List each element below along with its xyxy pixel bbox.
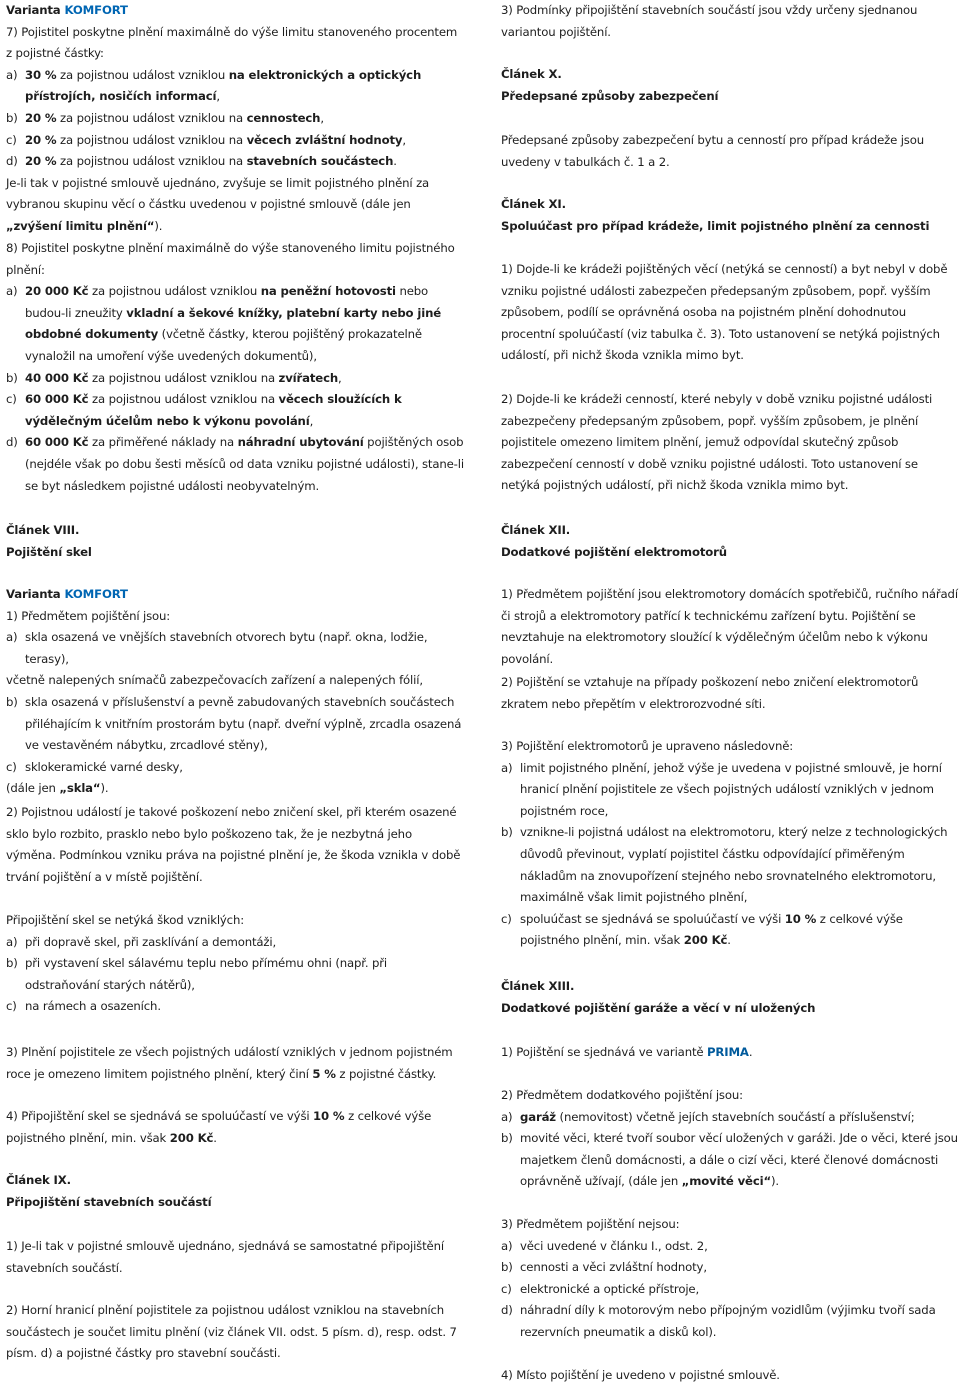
list-item — [6, 151, 464, 173]
list-item-text — [520, 822, 958, 908]
list-item-text — [25, 389, 464, 432]
text-block — [501, 1214, 958, 1344]
paragraph — [501, 259, 958, 367]
paragraph — [6, 542, 464, 564]
text-run: 1) Je-li tak v pojistné smlouvě ujednáno, sjednává se samostatné připojištění stavebních součástí. — [6, 1239, 444, 1275]
text-block — [501, 1085, 958, 1193]
text-run: , — [338, 370, 342, 385]
text-run: za pojistnou událost vzniklou na — [56, 132, 247, 147]
text-run: ). — [100, 781, 109, 796]
text-run: 8) Pojistitel poskytne plnění maximálně do výše stanoveného limitu pojistného plnění: — [6, 241, 455, 277]
bold-text: Pojištění skel — [6, 544, 92, 559]
bold-text: „zvýšení limitu plnění“ — [6, 218, 155, 233]
text-block — [501, 520, 958, 563]
list-label: b) — [501, 1260, 513, 1275]
bold-text: na elektronických a optických přístrojích, nosičích informací — [25, 67, 422, 104]
list-item-text — [25, 151, 464, 173]
text-run: , — [402, 132, 406, 147]
list-item-text — [25, 130, 464, 152]
paragraph — [6, 238, 464, 281]
list-label: c) — [6, 999, 17, 1014]
text-block — [6, 1170, 464, 1213]
text-run: (včetně částky, kterou pojištěný prokazatelně vynaložil na umoření výše uvedených dokumentů), — [25, 327, 422, 363]
text-run: z celkové výše pojistného plnění, min. však — [6, 1109, 432, 1145]
text-block — [6, 802, 464, 888]
paragraph — [501, 216, 958, 238]
text-block — [501, 1042, 958, 1064]
bold-text: 30 % — [25, 67, 57, 82]
list-item-text — [520, 1300, 958, 1343]
bold-text: Spoluúčast pro případ krádeže, limit pojistného plnění za cennosti — [501, 218, 930, 233]
list-item-text — [25, 996, 464, 1018]
paragraph — [6, 1236, 464, 1279]
list-label: d) — [6, 154, 18, 169]
text-run: na rámech a osazeních. — [25, 999, 161, 1014]
list-item-text — [520, 1128, 958, 1193]
text-run: včetně nalepených snímačů zabezpečovacích zařízení a nalepených fólií, — [6, 673, 423, 688]
list-item-text — [520, 758, 958, 823]
text-block — [501, 389, 958, 497]
text-run: 2) Dojde-li ke krádeži cenností, které nebyly v době vzniku pojistné události zabezpečeny předepsaným způsobem, popř. vyšším způsobem, je plnění pojistitele omezeno limitem plnění, jemuž odpovídal skutečný způsob zabezpečení cenností v době vzniku pojistné události. Toto ustanovení se netýká pojistných událostí, při nichž škoda vznikla mimo byt. — [501, 392, 933, 493]
paragraph — [501, 998, 958, 1020]
paragraph — [501, 64, 958, 86]
text-block — [501, 584, 958, 670]
paragraph — [501, 672, 958, 715]
list-label: c) — [6, 759, 17, 774]
text-block — [6, 910, 464, 1018]
text-run: z celkové výše pojistného plnění, min. však — [520, 911, 903, 948]
bold-text: Předepsané způsoby zabezpečení — [501, 88, 719, 103]
text-run: . — [213, 1130, 217, 1145]
paragraph — [501, 542, 958, 564]
text-run: . — [748, 1045, 753, 1059]
list-label: a) — [6, 67, 18, 82]
bold-text: 20 % — [25, 110, 57, 125]
text-run: vznikne-li pojistná událost na elektromotoru, který nelze z technologických důvodů převinout, vyplatí pojistitel částku odpovídající přiměřeným nákladům na znovupořízení stejného nebo srovnatelného elektromotoru, maximálně však limit pojistného plnění, — [520, 825, 948, 905]
paragraph — [6, 173, 464, 238]
list-item — [501, 1300, 958, 1343]
list-item-text — [25, 757, 464, 779]
text-block — [501, 194, 958, 237]
list-item-text — [25, 368, 464, 390]
list-item — [6, 389, 464, 432]
list-label: b) — [6, 956, 18, 971]
text-run: . — [727, 933, 731, 948]
paragraph — [6, 0, 464, 22]
list-item-text — [25, 627, 464, 670]
list-item — [501, 758, 958, 823]
text-run: 4) Připojištění skel se sjednává se spoluúčastí ve výši — [6, 1109, 314, 1123]
text-run: 2) Pojistnou událostí je takové poškození nebo zničení skel, při kterém osazené sklo bylo rozbito, prasklo nebo bylo poškozeno tak, že je nezbytná jeho výměna. Podmínkou vzniku práva na pojistné plnění je, že škoda vznikla v době trvání pojištění a v místě pojištění. — [6, 805, 461, 884]
list-item-text — [520, 1279, 958, 1301]
bold-text: 20 % — [25, 132, 57, 147]
text-run: pojištěných osob (nejdéle však po dobu šesti měsíců od data vzniku pojistné události), stane-li se byt následkem pojistné události neobyvatelným. — [25, 435, 464, 493]
text-block — [6, 584, 464, 800]
text-run: movité věci, které tvoří soubor věcí uložených v garáži. Jde o věci, které jsou majetkem členů domácnosti, a dále o cizí věci, které členové domácnosti oprávněně užívají, (dále jen — [520, 1131, 958, 1189]
list-label: a) — [501, 1109, 513, 1124]
text-run: 2) Pojištění se vztahuje na případy poškození nebo zničení elektromotorů zkratem nebo přepětím v elektrorozvodné síti. — [501, 675, 919, 711]
list-item-text — [520, 909, 958, 952]
list-label: b) — [6, 110, 18, 125]
paragraph — [6, 802, 464, 888]
bold-text: Varianta — [6, 3, 65, 17]
text-run: náhradní díly k motorovým nebo přípojným vozidlům (výjimku tvoří sada rezervních pneumatik a disků kol). — [520, 1303, 936, 1339]
bold-text: Článek IX. — [6, 1173, 71, 1187]
list-label: d) — [6, 435, 18, 450]
paragraph — [501, 86, 958, 108]
list-label: b) — [501, 1131, 513, 1146]
list-label: a) — [6, 934, 18, 949]
paragraph — [501, 1085, 958, 1107]
bold-text: stavebních součástech — [246, 154, 394, 169]
paragraph — [6, 584, 464, 606]
text-run: limit pojistného plnění, jehož výše je uvedena v pojistné smlouvě, je horní hranicí plnění pojistitele ze všech pojistných událostí vzniklých v jednom pojistném roce, — [520, 760, 942, 818]
list-label: a) — [6, 284, 18, 299]
list-item — [501, 1107, 958, 1129]
text-block — [501, 259, 958, 367]
list-label: a) — [501, 1238, 513, 1253]
bold-text: 40 000 Kč — [25, 370, 89, 385]
paragraph — [6, 778, 464, 800]
bold-text: věcech sloužících k výdělečným účelům nebo k výkonu povolání — [25, 392, 402, 428]
list-label: c) — [6, 392, 17, 407]
list-item-text — [520, 1236, 958, 1258]
bold-text: 10 % — [313, 1109, 345, 1123]
list-item-text — [25, 953, 464, 996]
text-run: 4) Místo pojištění je uvedeno v pojistné smlouvě. — [501, 1368, 780, 1382]
list-item — [6, 130, 464, 152]
paragraph — [501, 976, 958, 998]
list-label: b) — [501, 825, 513, 840]
text-run: z pojistné částky. — [335, 1066, 437, 1081]
text-block — [6, 238, 464, 497]
text-run: 3) Předmětem pojištění nejsou: — [501, 1217, 680, 1231]
text-block — [6, 1042, 464, 1085]
text-run: Předepsané způsoby zabezpečení bytu a cenností pro případ krádeže jsou uvedeny v tabulkách č. 1 a 2. — [501, 133, 924, 169]
bold-text: 20 % — [25, 154, 57, 169]
text-run: , — [309, 413, 314, 428]
bold-text: Připojištění stavebních součástí — [6, 1194, 212, 1209]
list-item-text — [25, 281, 464, 367]
paragraph — [501, 389, 958, 497]
paragraph — [6, 606, 464, 628]
paragraph — [6, 670, 464, 692]
text-run: spoluúčast se sjednává se spoluúčastí ve výši — [520, 911, 785, 926]
bold-text: zvířatech — [278, 370, 339, 385]
text-run: 7) Pojistitel poskytne plnění maximálně do výše limitu stanoveného procentem z pojistné částky: — [6, 24, 458, 61]
text-run: 3) Podmínky připojištění stavebních součástí jsou vždy určeny sjednanou variantou pojištění. — [501, 3, 918, 39]
text-block — [501, 976, 958, 1019]
text-run: za pojistnou událost vzniklou na — [88, 392, 279, 407]
text-run: (nemovitost) včetně jejích stavebních součástí a příslušenství; — [555, 1109, 915, 1124]
list-item-text — [520, 1257, 958, 1279]
bold-text: 10 % — [784, 911, 817, 926]
text-run: , — [320, 110, 324, 125]
text-block — [501, 1365, 958, 1387]
text-run: . — [393, 154, 397, 169]
text-run: 2) Předmětem dodatkového pojištění jsou: — [501, 1088, 743, 1102]
list-item — [6, 757, 464, 779]
text-run: 2) Horní hranicí plnění pojistitele za pojistnou událost vzniklou na stavebních součástech je součet limitu plnění (viz článek VII. odst. 5 písm. d), resp. odst. 7 písm. d) a pojistné částky pro stavební součásti. — [6, 1303, 457, 1361]
list-item-text — [25, 432, 464, 497]
list-label: b) — [6, 370, 18, 385]
bold-text: 60 000 Kč — [25, 435, 89, 450]
bold-text: 60 000 Kč — [25, 392, 89, 407]
list-label: b) — [6, 694, 18, 709]
list-label: c) — [501, 1281, 512, 1296]
bold-text: 200 Kč — [683, 933, 728, 948]
text-run: ). — [154, 218, 163, 233]
paragraph — [501, 584, 958, 670]
variant-highlight: PRIMA — [706, 1045, 749, 1059]
bold-text: cennostech — [246, 110, 321, 125]
text-run: věci uvedené v článku I., odst. 2, — [520, 1238, 708, 1253]
list-label: d) — [501, 1303, 513, 1318]
text-run: za pojistnou událost vzniklou — [56, 67, 229, 82]
list-item-text — [520, 1107, 958, 1129]
bold-text: 20 000 Kč — [25, 284, 89, 299]
text-block — [6, 1300, 464, 1365]
list-item — [501, 822, 958, 908]
paragraph — [6, 1106, 464, 1149]
list-item — [6, 953, 464, 996]
bold-text: Článek XI. — [501, 197, 566, 211]
bold-text: Dodatkové pojištění elektromotorů — [501, 544, 727, 559]
list-item — [501, 1236, 958, 1258]
paragraph — [501, 1214, 958, 1236]
list-item — [501, 909, 958, 952]
text-run: skla osazená v příslušenství a pevně zabudovaných stavebních součástech přiléhajícím k vnitřním prostorám bytu (např. dveřní výplně, zrcadla osazená ve vestavěném nábytku, zrcadlové stěny), — [25, 694, 462, 753]
list-item-text — [25, 932, 464, 954]
text-run: (dále jen — [6, 781, 60, 796]
list-item-text — [25, 65, 464, 108]
paragraph — [501, 1365, 958, 1387]
bold-text: Článek X. — [501, 67, 562, 81]
list-item — [501, 1279, 958, 1301]
list-item — [6, 432, 464, 497]
list-item — [6, 692, 464, 757]
text-run: ). — [770, 1174, 779, 1189]
text-run: za přiměřené náklady na — [88, 435, 238, 450]
text-run: skla osazená ve vnějších stavebních otvorech bytu (např. okna, lodžie, terasy), — [25, 630, 428, 666]
list-label: a) — [501, 760, 513, 775]
paragraph — [6, 520, 464, 542]
bold-text: vkladní a šekové knížky, platební karty nebo jiné obdobné dokumenty — [25, 305, 442, 342]
variant-highlight: KOMFORT — [64, 3, 128, 17]
bold-text: Článek XIII. — [501, 979, 575, 993]
text-run: 3) Plnění pojistitele ze všech pojistných událostí vzniklých v jednom pojistném roce je omezeno limitem pojistného plnění, který činí — [6, 1045, 453, 1081]
bold-text: 200 Kč — [169, 1130, 214, 1145]
text-run: , — [216, 89, 220, 104]
list-label: c) — [501, 911, 512, 926]
bold-text: věcech zvláštní hodnoty — [246, 132, 403, 147]
list-label: c) — [6, 132, 17, 147]
paragraph — [501, 1042, 958, 1064]
bold-text: Dodatkové pojištění garáže a věcí v ní uložených — [501, 1000, 816, 1015]
text-block — [6, 1106, 464, 1149]
list-label: a) — [6, 630, 18, 645]
text-run: při vystavení skel sálavému teplu nebo přímému ohni (např. při odstraňování starých nátěrů), — [25, 956, 388, 992]
paragraph — [501, 736, 958, 758]
list-item-text — [25, 692, 464, 757]
list-item — [6, 65, 464, 108]
list-item — [501, 1128, 958, 1193]
text-run: cennosti a věci zvláštní hodnoty, — [520, 1260, 707, 1275]
text-run: 1) Předmětem pojištění jsou: — [6, 608, 171, 623]
text-run: sklokeramické varné desky, — [25, 759, 183, 774]
text-block — [501, 64, 958, 107]
paragraph — [6, 1042, 464, 1085]
paragraph — [6, 22, 464, 65]
text-run: 1) Dojde-li ke krádeži pojištěných věcí (netýká se cenností) a byt nebyl v době vzniku pojistné události zabezpečen předepsaným způsobem, popř. vyšším způsobem, podílí se oprávněná osoba na pojistném plnění dohodnutou procentní spoluúčastí (viz tabulka č. 3). Toto ustanovení se netýká pojistných událostí, při nichž škoda vznikla mimo byt. — [501, 262, 948, 363]
list-item — [6, 281, 464, 367]
bold-text: Článek VIII. — [6, 523, 80, 537]
text-block — [501, 736, 958, 952]
paragraph — [501, 520, 958, 542]
paragraph — [6, 1170, 464, 1192]
text-run: za pojistnou událost vzniklou — [88, 284, 261, 299]
text-run: za pojistnou událost vzniklou na — [56, 154, 247, 169]
text-run: 3) Pojištění elektromotorů je upraveno následovně: — [501, 739, 794, 753]
list-item — [6, 932, 464, 954]
bold-text: na peněžní hotovosti — [260, 284, 396, 299]
list-item-text — [25, 108, 464, 130]
list-item — [501, 1257, 958, 1279]
text-block — [6, 0, 464, 238]
text-run: 1) Pojištění se sjednává ve variantě — [501, 1045, 707, 1059]
text-run: při dopravě skel, při zasklívání a demontáži, — [25, 934, 277, 949]
paragraph — [501, 194, 958, 216]
text-block — [6, 520, 464, 563]
paragraph — [6, 910, 464, 932]
bold-text: Článek XII. — [501, 523, 571, 537]
bold-text: 5 % — [312, 1066, 336, 1081]
text-run: za pojistnou událost vzniklou na — [56, 110, 247, 125]
bold-text: „skla“ — [59, 781, 101, 796]
variant-highlight: KOMFORT — [64, 587, 128, 601]
list-item — [6, 108, 464, 130]
text-run: Připojištění skel se netýká škod vzniklých: — [6, 913, 244, 927]
bold-text: „movité věci“ — [681, 1174, 771, 1189]
text-run: nebo budou-li zneužity — [25, 284, 429, 320]
paragraph — [501, 130, 958, 173]
text-block — [501, 130, 958, 173]
text-run: Je-li tak v pojistné smlouvě ujednáno, zvyšuje se limit pojistného plnění za vybranou skupinu věcí o částku uvedenou v pojistné smlouvě (dále jen — [6, 175, 430, 212]
text-block — [501, 0, 958, 43]
text-run: 1) Předmětem pojištění jsou elektromotory domácích spotřebičů, ručního nářadí či strojů a elektromotory patřící k technickému zařízení bytu. Pojištění se nevztahuje na elektromotory sloužící k výdělečným účelům nebo k výkonu povolání. — [501, 587, 958, 666]
paragraph — [6, 1300, 464, 1365]
list-item — [6, 996, 464, 1018]
text-block — [6, 1236, 464, 1279]
text-run: za pojistnou událost vzniklou na — [88, 370, 279, 385]
bold-text: garáž — [520, 1109, 556, 1124]
list-item — [6, 627, 464, 670]
paragraph — [501, 0, 958, 43]
text-run: elektronické a optické přístroje, — [520, 1281, 700, 1296]
paragraph — [6, 1192, 464, 1214]
bold-text: Varianta — [6, 587, 65, 601]
bold-text: náhradní ubytování — [237, 435, 364, 450]
list-item — [6, 368, 464, 390]
text-block — [501, 672, 958, 715]
